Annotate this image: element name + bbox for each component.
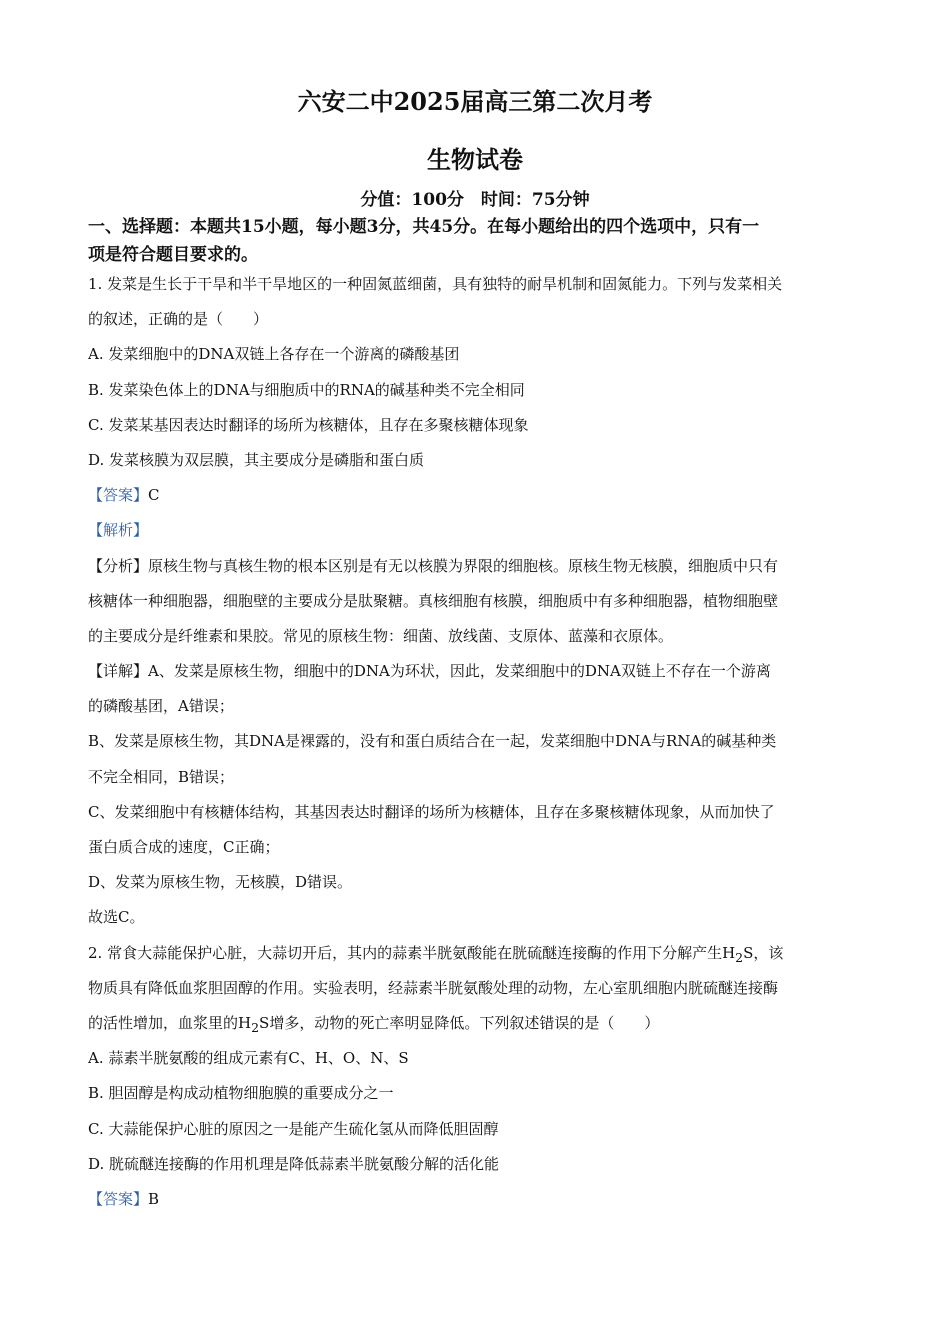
q2-stem-line3-a: 的活性增加，血浆里的H bbox=[88, 1013, 252, 1032]
q2-option-d: D. 胱硫醚连接酶的作用机理是降低蒜素半胱氨酸分解的活化能 bbox=[88, 1154, 500, 1173]
section-heading-line1: 一、选择题：本题共15小题，每小题3分，共45分。在每小题给出的四个选项中，只有一 bbox=[88, 217, 760, 237]
q1-option-b: B. 发菜染色体上的DNA与细胞质中的RNA的碱基种类不完全相同 bbox=[88, 380, 525, 399]
q1-fenxi-text1: 原核生物与真核生物的根本区别是有无以核膜为界限的细胞核。原核生物无核膜，细胞质中只有 bbox=[148, 556, 779, 575]
q1-stem-line2: 的叙述，正确的是（ ） bbox=[88, 310, 269, 329]
q1-answer-value: C bbox=[148, 486, 160, 505]
q2-option-c: C. 大蒜能保护心脏的原因之一是能产生硫化氢从而降低胆固醇 bbox=[88, 1119, 499, 1138]
analysis-tag: 【解析】 bbox=[88, 521, 149, 540]
fenxi-tag: 【分析】 bbox=[88, 556, 149, 575]
q1-fenxi-line2: 核糖体一种细胞器，细胞壁的主要成分是肽聚糖。真核细胞有核膜，细胞质中有多种细胞器，植物细胞壁 bbox=[88, 591, 779, 610]
q2-option-a: A. 蒜素半胱氨酸的组成元素有C、H、O、N、S bbox=[88, 1049, 409, 1068]
q1-detail-line5: C、发菜细胞中有核糖体结构，其基因表达时翻译的场所为核糖体，且存在多聚核糖体现象，从而加快了 bbox=[88, 802, 775, 821]
detail-tag: 【详解】 bbox=[88, 662, 149, 681]
q1-detail-line2: 的磷酸基团，A错误； bbox=[88, 697, 234, 716]
section-heading-line2: 项是符合题目要求的。 bbox=[88, 245, 258, 265]
q1-detail-line4: 不完全相同，B错误； bbox=[88, 767, 235, 786]
q1-conclusion: 故选C。 bbox=[88, 908, 145, 927]
q1-option-d: D. 发菜核膜为双层膜，其主要成分是磷脂和蛋白质 bbox=[88, 450, 425, 469]
q2-answer-value: B bbox=[148, 1189, 160, 1208]
q1-option-a: A. 发菜细胞中的DNA双链上各存在一个游离的磷酸基团 bbox=[88, 345, 460, 364]
q1-detail-line6: 蛋白质合成的速度，C正确； bbox=[88, 838, 280, 856]
q1-detail-text1: A、发菜是原核生物，细胞中的DNA为环状，因此，发菜细胞中的DNA双链上不存在一个游离 bbox=[148, 662, 771, 681]
q2-answer bbox=[88, 1185, 868, 1220]
q2-stem-line1 bbox=[88, 939, 868, 974]
section-heading bbox=[88, 213, 863, 269]
q2-stem-line1-sub: 2 bbox=[735, 949, 744, 965]
answer-tag: 【答案】 bbox=[88, 1189, 149, 1208]
questions-content bbox=[88, 270, 868, 1220]
q1-analysis bbox=[88, 516, 868, 551]
answer-tag: 【答案】 bbox=[88, 486, 149, 505]
q2-stem-line3-b: S增多，动物的死亡率明显降低。下列叙述错误的是（ ） bbox=[259, 1013, 660, 1032]
q2-stem-line1-b: S，该 bbox=[743, 943, 784, 962]
q1-detail-line1 bbox=[88, 657, 868, 692]
q2-option-b: B. 胆固醇是构成动植物细胞膜的重要成分之一 bbox=[88, 1084, 394, 1103]
q1-stem-line1: 1. 发菜是生长于干旱和半干旱地区的一种固氮蓝细菌，具有独特的耐旱机制和固氮能力。下列与发菜相关 bbox=[88, 275, 783, 293]
q1-detail-line3: B、发菜是原核生物，其DNA是裸露的，没有和蛋白质结合在一起，发菜细胞中DNA与RNA的碱基种类 bbox=[88, 732, 777, 751]
score-time: 分值：100分 时间：75分钟 bbox=[360, 190, 590, 210]
subject-title: 生物试卷 bbox=[427, 145, 523, 174]
q2-stem-line3 bbox=[88, 1009, 868, 1044]
q2-stem-line2: 物质具有降低血浆胆固醇的作用。实验表明，经蒜素半胱氨酸处理的动物，左心室肌细胞内胱硫醚连接酶 bbox=[88, 978, 779, 997]
q1-answer bbox=[88, 481, 868, 516]
q1-option-c: C. 发菜某基因表达时翻译的场所为核糖体，且存在多聚核糖体现象 bbox=[88, 415, 529, 434]
q1-fenxi-line1 bbox=[88, 552, 868, 587]
q2-stem-line1-a: 2. 常食大蒜能保护心脏，大蒜切开后，其内的蒜素半胱氨酸能在胱硫醚连接酶的作用下分解产生H bbox=[88, 943, 736, 962]
q1-detail-line7: D、发菜为原核生物，无核膜，D错误。 bbox=[88, 873, 353, 892]
exam-title: 六安二中2025届高三第二次月考 bbox=[297, 87, 653, 116]
q2-stem-line3-sub: 2 bbox=[251, 1019, 260, 1035]
q1-fenxi-line3: 的主要成分是纤维素和果胶。常见的原核生物：细菌、放线菌、支原体、蓝藻和衣原体。 bbox=[88, 626, 674, 645]
